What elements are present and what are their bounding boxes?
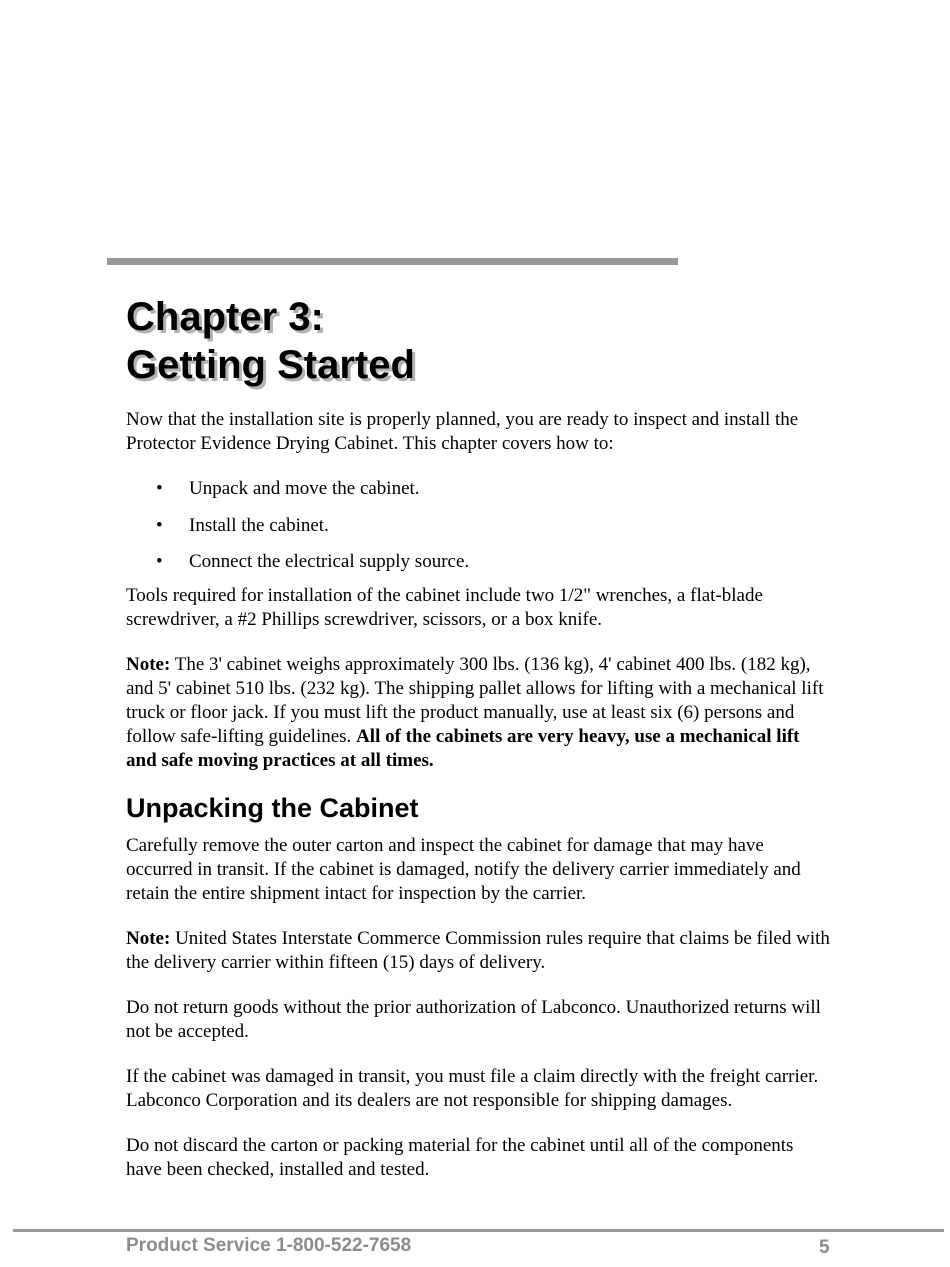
note-text: United States Interstate Commerce Commission rules require that claims be filed with the delivery carrier within fifteen (15) days of delivery. bbox=[126, 928, 830, 973]
claims-note bbox=[126, 927, 831, 975]
page-number: 5 bbox=[819, 1237, 830, 1258]
inspection-paragraph: Carefully remove the outer carton and inspect the cabinet for damage that may have occurred in transit. If the cabinet is damaged, notify the delivery carrier immediately and retain the entire shipment intact for inspection by the carrier. bbox=[126, 835, 801, 904]
note-text: The 3' cabinet weighs approximately 300 lbs. (136 kg), 4' cabinet 400 lbs. (182 kg), and 5' cabinet 510 lbs. (232 kg). The shipping pallet allows for lifting with a mechanical lift truck or floor jack. If you must lift the product manually, use at least six (6) persons and follow safe-lifting guidelines. bbox=[126, 654, 824, 747]
tools-paragraph: Tools required for installation of the cabinet include two 1/2" wrenches, a flat-blade screwdriver, a #2 Phillips screwdriver, scissors, or a box knife. bbox=[126, 585, 763, 630]
bullet-icon: • bbox=[156, 478, 163, 499]
footer-rule bbox=[13, 1229, 944, 1232]
intro-paragraph: Now that the installation site is properly planned, you are ready to inspect and install the Protector Evidence Drying Cabinet. This chapter covers how to: bbox=[126, 409, 799, 454]
page-content bbox=[126, 408, 831, 1182]
bullet-icon: • bbox=[156, 551, 163, 572]
footer-service-phone: Product Service 1-800-522-7658 bbox=[126, 1235, 412, 1256]
returns-paragraph: Do not return goods without the prior authorization of Labconco. Unauthorized returns will not be accepted. bbox=[126, 997, 821, 1042]
bullet-icon: • bbox=[156, 514, 163, 536]
list-item bbox=[126, 477, 831, 501]
list-item-text: Unpack and move the cabinet. bbox=[189, 478, 420, 499]
chapter-number: Chapter 3: bbox=[126, 295, 324, 339]
list-item-text: Install the cabinet. bbox=[189, 514, 329, 536]
note-warning: All of the cabinets are very heavy, use a mechanical lift and safe moving practices at all times. bbox=[126, 726, 800, 771]
task-list bbox=[126, 477, 831, 574]
list-item bbox=[126, 514, 831, 538]
note-label: Note: bbox=[126, 654, 171, 675]
weight-note bbox=[126, 653, 831, 773]
damage-claim-paragraph: If the cabinet was damaged in transit, you must file a claim directly with the freight carrier. Labconco Corporation and its dealers are not responsible for shipping damages. bbox=[126, 1066, 819, 1111]
note-label: Note: bbox=[126, 928, 171, 949]
packing-paragraph: Do not discard the carton or packing material for the cabinet until all of the components have been checked, installed and tested. bbox=[126, 1135, 794, 1180]
list-item-text: Connect the electrical supply source. bbox=[189, 551, 470, 572]
list-item bbox=[126, 550, 831, 574]
section-heading: Unpacking the Cabinet bbox=[126, 793, 419, 823]
top-rule bbox=[107, 258, 678, 265]
chapter-title bbox=[126, 293, 415, 389]
chapter-name: Getting Started bbox=[126, 343, 415, 387]
